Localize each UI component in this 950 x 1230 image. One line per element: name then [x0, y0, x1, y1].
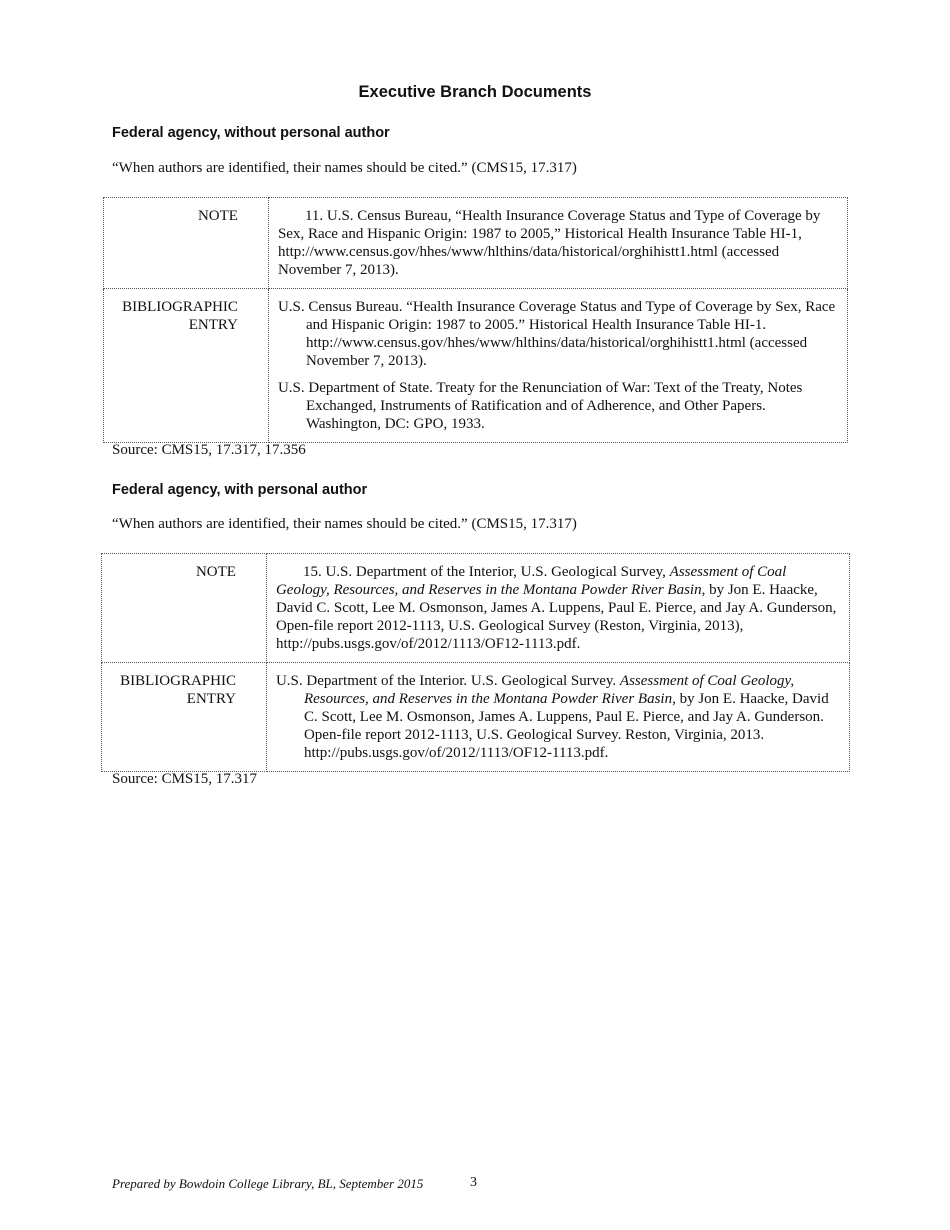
- bibliography-entry: U.S. Census Bureau. “Health Insurance Coverage Status and Type of Coverage by Sex, Race and Hispanic Origin: 1987 to 2005.” Historical Health Insurance Table HI-1. http://www.census.gov/hhes/www/hlthins/data/historical/orghihistt1.html (accessed November 7, 2013).: [277, 299, 836, 369]
- footer-text: Prepared by Bowdoin College Library, BL, September 2015: [112, 1176, 424, 1191]
- bibliography-title: Assessment of Coal Geology, Resources, and Reserves in the Montana Powder River Basin: [303, 673, 795, 707]
- bibliography-label: BIBLIOGRAPHIC ENTRY: [104, 289, 269, 443]
- note-title: Assessment of Coal Geology, Resources, and Reserves in the Montana Powder River Basin: [275, 564, 787, 598]
- citation-table: [101, 553, 850, 772]
- note-row: [102, 554, 850, 663]
- note-text-cell: [268, 198, 847, 289]
- bibliography-entry: U.S. Department of the Interior. U.S. Geological Survey. Assessment of Coal Geology, Resources, and Reserves in the Montana Powder River Basin, by Jon E. Haacke, David C. Scott, Lee M. Osmonson, James A. Luppens, Paul E. Pierce, and Jay A. Gunderson. Open-file report 2012-1113, U.S. Geological Survey. Reston, Virginia, 2013. http://pubs.usgs.gov/of/2012/1113/OF12-1113.pdf.: [275, 673, 829, 761]
- bibliography-label: BIBLIOGRAPHIC ENTRY: [102, 663, 267, 772]
- source-line: Source: CMS15, 17.317, 17.356: [112, 442, 306, 458]
- bibliography-row: [104, 289, 848, 443]
- note-label: NOTE: [104, 198, 269, 289]
- section-quote: “When authors are identified, their names should be cited.” (CMS15, 17.317): [112, 516, 577, 532]
- bibliography-entry: U.S. Department of State. Treaty for the Renunciation of War: Text of the Treaty, Notes Exchanged, Instruments of Ratification and of Adherence, and Other Papers. Washington, DC: GPO, 1933.: [277, 380, 803, 432]
- bibliography-text-cell: [266, 663, 849, 772]
- note-label: NOTE: [102, 554, 267, 663]
- note-text: 15. U.S. Department of the Interior, U.S. Geological Survey, Assessment of Coal Geology, Resources, and Reserves in the Montana Powder River Basin, by Jon E. Haacke, David C. Scott, Lee M. Osmonson, James A. Luppens, Paul E. Pierce, and Jay A. Gunderson, Open-file report 2012-1113, U.S. Geological Survey (Reston, Virginia, 2013), http://pubs.usgs.gov/of/2012/1113/OF12-1113.pdf.: [275, 564, 837, 652]
- note-row: [104, 198, 848, 289]
- bibliography-text-cell: [268, 289, 847, 443]
- page-title: Executive Branch Documents: [358, 83, 592, 101]
- source-line: Source: CMS15, 17.317: [112, 771, 258, 787]
- section-heading-without-author: Federal agency, without personal author: [112, 125, 390, 141]
- citation-table: [103, 197, 848, 443]
- page-number: 3: [470, 1175, 477, 1190]
- bibliography-row: [102, 663, 850, 772]
- section-heading-with-author: Federal agency, with personal author: [112, 482, 368, 498]
- note-text-cell: [266, 554, 849, 663]
- note-text: 11. U.S. Census Bureau, “Health Insurance Coverage Status and Type of Coverage by Sex, Race and Hispanic Origin: 1987 to 2005,” Historical Health Insurance Table HI-1, http://www.census.gov/hhes/www/hlthins/data/historical/orghihistt1.html (accessed November 7, 2013).: [277, 208, 821, 278]
- section-quote: “When authors are identified, their names should be cited.” (CMS15, 17.317): [112, 160, 577, 176]
